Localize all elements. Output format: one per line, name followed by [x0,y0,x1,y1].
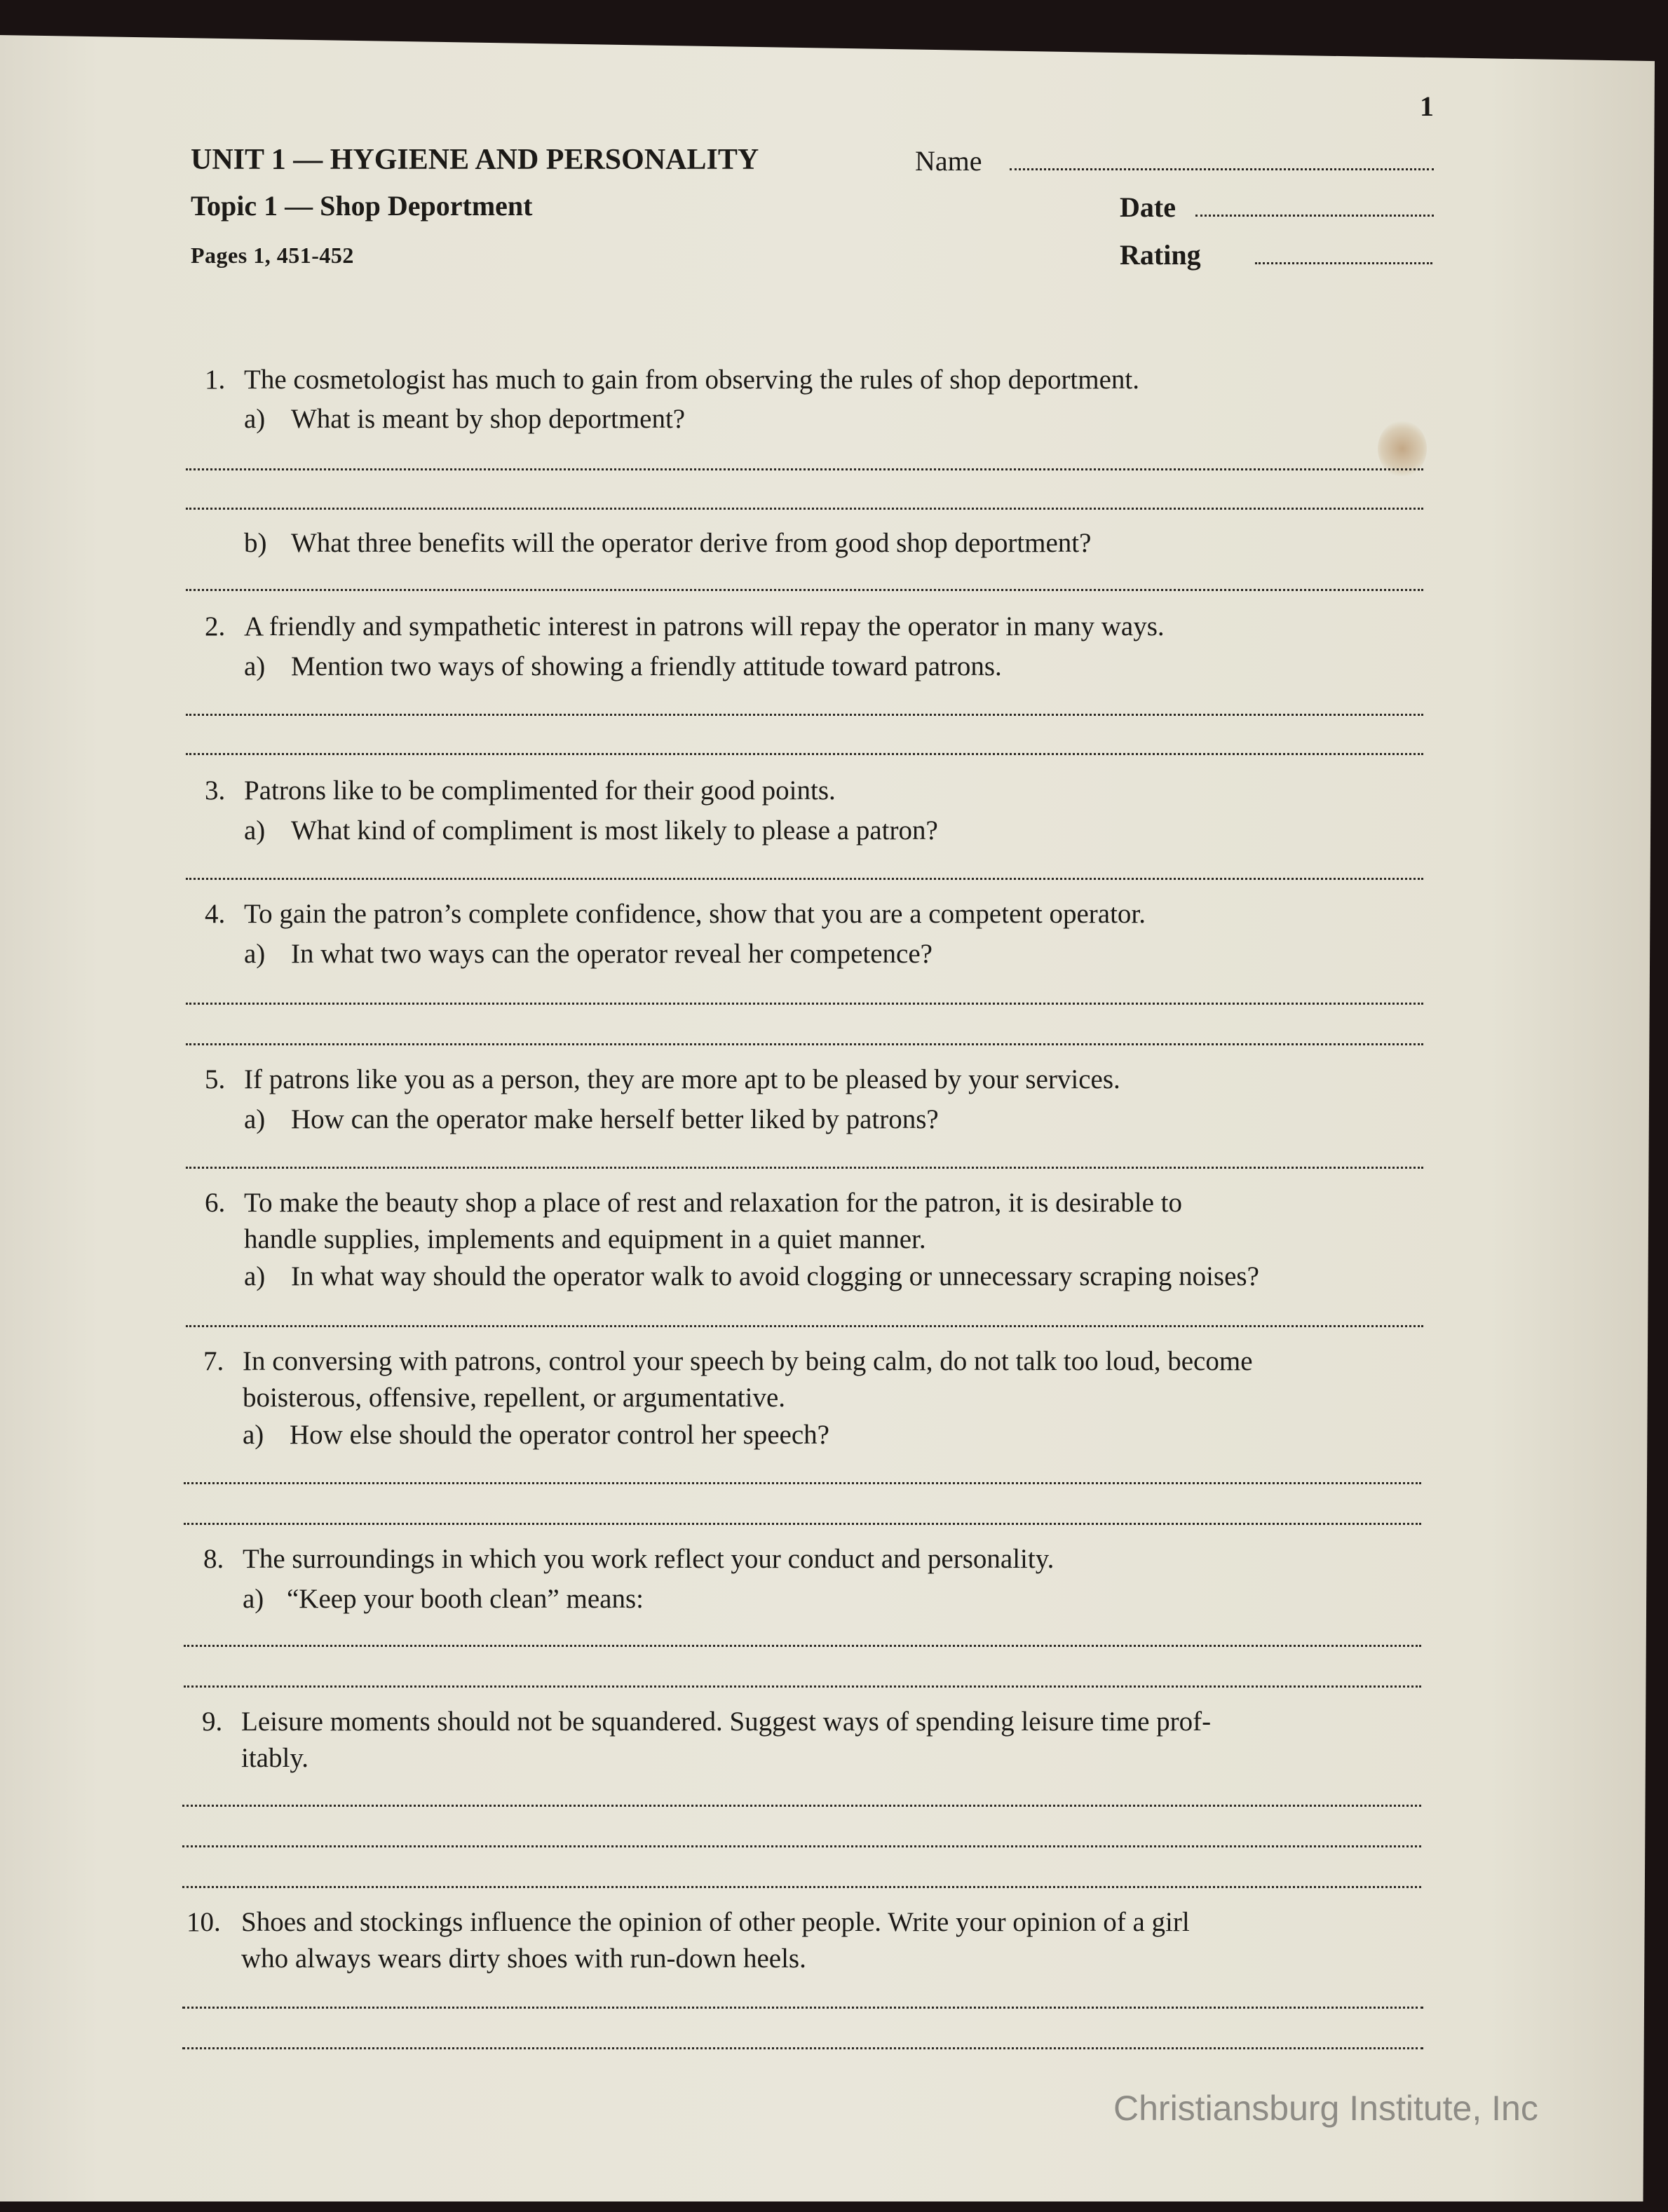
answer-line[interactable] [186,508,1423,510]
question-text: Leisure moments should not be squandered. Suggest ways of spending leisure time prof- [241,1707,1212,1737]
page-number: 1 [1420,90,1434,122]
question-number: 4. [205,899,226,929]
name-label: Name [915,145,982,177]
sub-question: What is meant by shop deportment? [291,404,686,434]
question-text: Patrons like to be complimented for their good points. [244,775,836,806]
sub-label: a) [244,815,266,846]
answer-line[interactable] [184,1685,1421,1688]
answer-line[interactable] [186,1043,1423,1045]
sub-question: What kind of compliment is most likely to please a patron? [291,815,938,846]
pages-reference: Pages 1, 451-452 [191,243,354,268]
date-field[interactable] [1195,215,1434,217]
question-number: 3. [205,775,226,806]
sub-question: “Keep your booth clean” means: [287,1584,644,1614]
sub-label: a) [243,1420,264,1450]
question-number: 2. [205,611,226,642]
question-text: Shoes and stockings influence the opinion of other people. Write your opinion of a girl [241,1907,1190,1937]
watermark: Christiansburg Institute, Inc [1113,2089,1538,2128]
question-number: 8. [203,1544,224,1574]
sub-label: a) [243,1584,264,1614]
question-text: boisterous, offensive, repellent, or argumentative. [243,1383,786,1413]
unit-title: UNIT 1 — HYGIENE AND PERSONALITY [191,144,759,176]
sub-question: How else should the operator control her speech? [290,1420,829,1450]
question-text: In conversing with patrons, control your speech by being calm, do not talk too loud, become [243,1346,1253,1376]
sub-question: How can the operator make herself better liked by patrons? [291,1104,939,1134]
answer-line[interactable] [186,589,1423,591]
question-number: 9. [202,1707,223,1737]
question-text: A friendly and sympathetic interest in patrons will repay the operator in many ways. [244,611,1165,642]
question-number: 5. [205,1064,226,1094]
answer-line[interactable] [186,753,1423,755]
answer-line[interactable] [184,1523,1421,1525]
sub-label: a) [244,1261,266,1291]
answer-line[interactable] [182,2047,1423,2049]
answer-line[interactable] [182,1886,1421,1888]
answer-line[interactable] [182,2007,1423,2009]
question-number: 7. [203,1346,224,1376]
topic-title: Topic 1 — Shop Deportment [191,190,533,222]
name-field[interactable] [1010,168,1434,170]
question-text: itably. [241,1743,309,1773]
question-text: To gain the patron’s complete confidence, show that you are a competent operator. [244,899,1146,929]
question-text: handle supplies, implements and equipment in a quiet manner. [244,1224,926,1254]
sub-label: a) [244,1104,266,1134]
sub-question: In what way should the operator walk to avoid clogging or unnecessary scraping noises? [291,1261,1259,1291]
answer-line[interactable] [182,1845,1421,1847]
question-number: 10. [187,1907,221,1937]
sub-question: In what two ways can the operator reveal her competence? [291,939,933,969]
answer-line[interactable] [186,878,1423,880]
rating-label: Rating [1120,239,1201,271]
question-text: The surroundings in which you work reflect your conduct and personality. [243,1544,1055,1574]
question-text: To make the beauty shop a place of rest and relaxation for the patron, it is desirable to [244,1188,1182,1218]
answer-line[interactable] [184,1645,1421,1647]
question-text: who always wears dirty shoes with run-down heels. [241,1943,806,1974]
sub-label: a) [244,404,266,434]
answer-line[interactable] [186,1003,1423,1005]
answer-line[interactable] [182,1805,1421,1807]
question-number: 6. [205,1188,226,1218]
answer-line[interactable] [186,1325,1423,1327]
answer-line[interactable] [186,714,1423,716]
sub-question: What three benefits will the operator derive from good shop deportment? [291,528,1092,558]
question-text: If patrons like you as a person, they are more apt to be pleased by your services. [244,1064,1120,1094]
sub-label: a) [244,939,266,969]
sub-label: a) [244,651,266,681]
question-text: The cosmetologist has much to gain from observing the rules of shop deportment. [244,365,1140,395]
answer-line[interactable] [186,468,1423,470]
sub-label: b) [244,528,267,558]
question-number: 1. [205,365,226,395]
answer-line[interactable] [184,1482,1421,1484]
date-label: Date [1120,191,1176,223]
rating-field[interactable] [1255,262,1432,264]
sub-question: Mention two ways of showing a friendly attitude toward patrons. [291,651,1002,681]
answer-line[interactable] [186,1167,1423,1169]
